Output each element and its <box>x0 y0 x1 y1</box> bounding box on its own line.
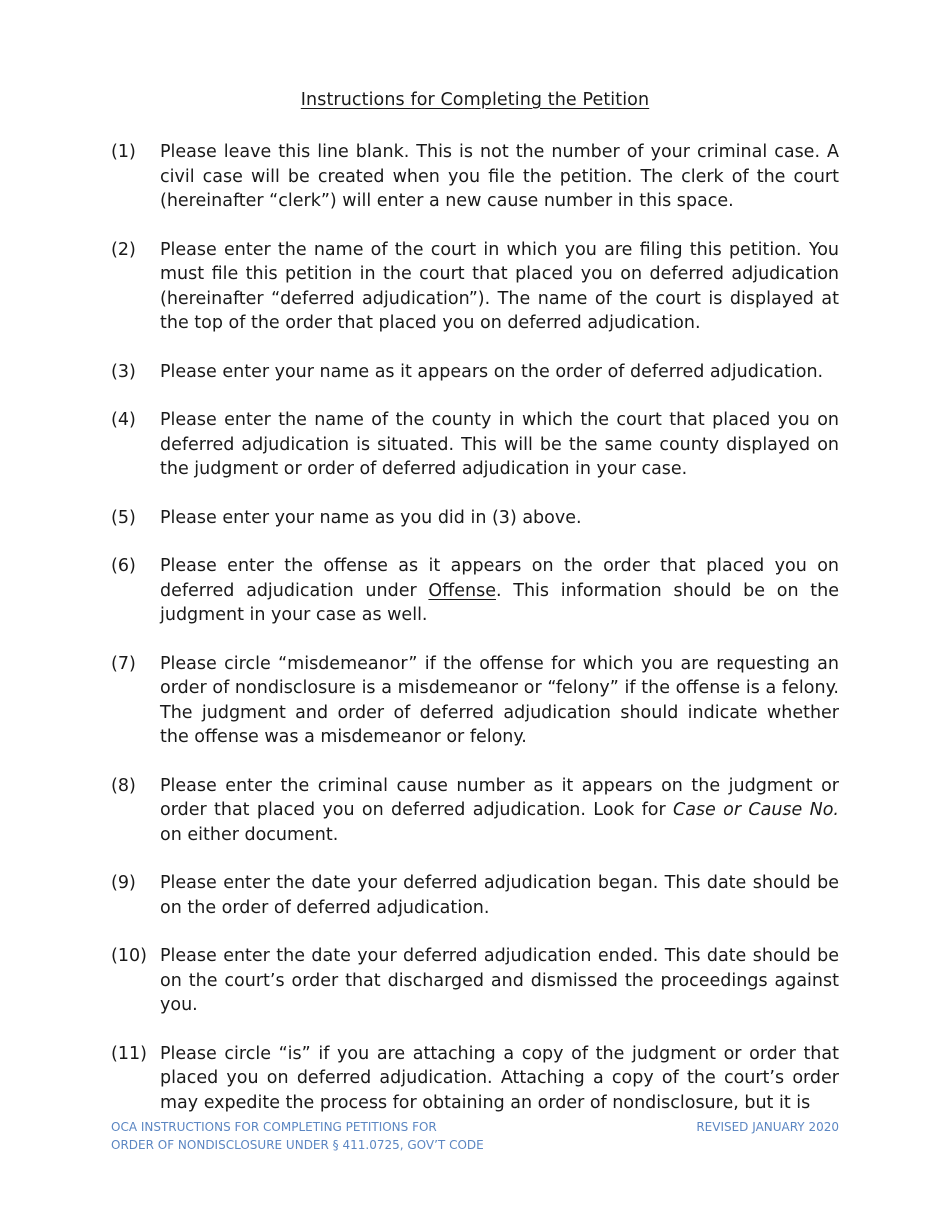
item-text: Please leave this line blank. This is not the number of your criminal case. A civil case will be created when you file the petition. The clerk of the court (hereinafter “clerk”) will enter a new cause number in this space. <box>160 142 839 211</box>
item-number: (2) <box>111 239 136 260</box>
item-number: (5) <box>111 507 136 528</box>
item-number: (11) <box>111 1043 147 1064</box>
list-item <box>111 408 839 482</box>
item-number: (4) <box>111 410 136 430</box>
list-item <box>111 554 839 628</box>
footer-title-line1: OCA INSTRUCTIONS FOR COMPLETING PETITIONS FOR <box>111 1120 437 1134</box>
list-item <box>111 1042 839 1116</box>
list-item <box>111 506 839 531</box>
footer-revision: REVISED JANUARY 2020 <box>696 1120 839 1134</box>
item-text-part: Please enter the criminal cause number as it appears on the judgment or order that placed you on deferred adjudication. Look for <box>160 775 839 820</box>
item-number: (3) <box>111 361 136 382</box>
list-item <box>111 871 839 920</box>
offense-label: Offense <box>428 580 496 601</box>
list-item <box>111 238 839 336</box>
item-text: Please enter the name of the court in which you are filing this petition. You must file this petition in the court that placed you on deferred adjudication (hereinafter “deferred adjudication”). The name of the court is displayed at the top of the order that placed you on deferred adjudication. <box>160 239 839 333</box>
item-number: (8) <box>111 775 136 796</box>
item-number: (9) <box>111 873 136 893</box>
instruction-list <box>111 140 839 1139</box>
item-text: Please enter the name of the county in which the court that placed you on deferred adjudication is situated. This will be the same county displayed on the judgment or order of deferred adjudication in your case. <box>160 410 839 479</box>
list-item <box>111 652 839 750</box>
item-text-part: Please enter the offense as it appears on the order that placed you on deferred adjudication under <box>160 556 839 601</box>
item-number: (10) <box>111 946 147 966</box>
item-number: (7) <box>111 653 136 674</box>
case-number-label: Case or Cause No. <box>672 800 839 820</box>
item-text: Please circle “is” if you are attaching a copy of the judgment or order that placed you on deferred adjudication. Attaching a copy of the court’s order may expedite the process for obtaining an order of nondisclosure, but it is <box>160 1043 839 1113</box>
list-item <box>111 360 839 385</box>
item-text: Please circle “misdemeanor” if the offense for which you are requesting an order of nondisclosure is a misdemeanor or “felony” if the offense is a felony. The judgment and order of deferred adjudication should indicate whether the offense was a misdemeanor or felony. <box>160 653 839 747</box>
item-text-part: . This information should be on the judgment in your case as well. <box>160 580 839 625</box>
item-text: Please enter the date your deferred adjudication began. This date should be on the order of deferred adjudication. <box>160 873 839 918</box>
list-item <box>111 140 839 214</box>
item-text: Please enter your name as it appears on the order of deferred adjudication. <box>160 361 824 382</box>
item-text <box>160 554 839 628</box>
item-text-part: on either document. <box>160 824 339 845</box>
footer-title-line2: ORDER OF NONDISCLOSURE UNDER § 411.0725, GOV’T CODE <box>111 1138 484 1152</box>
page-title: Instructions for Completing the Petition <box>300 90 650 110</box>
list-item <box>111 774 839 848</box>
item-number: (6) <box>111 556 136 576</box>
item-number: (1) <box>111 142 136 162</box>
page-footer <box>111 1118 839 1154</box>
list-item <box>111 944 839 1018</box>
item-text: Please enter your name as you did in (3) above. <box>160 507 582 528</box>
item-text <box>160 774 839 848</box>
item-text: Please enter the date your deferred adjudication ended. This date should be on the court’s order that discharged and dismissed the proceedings against you. <box>160 946 839 1015</box>
